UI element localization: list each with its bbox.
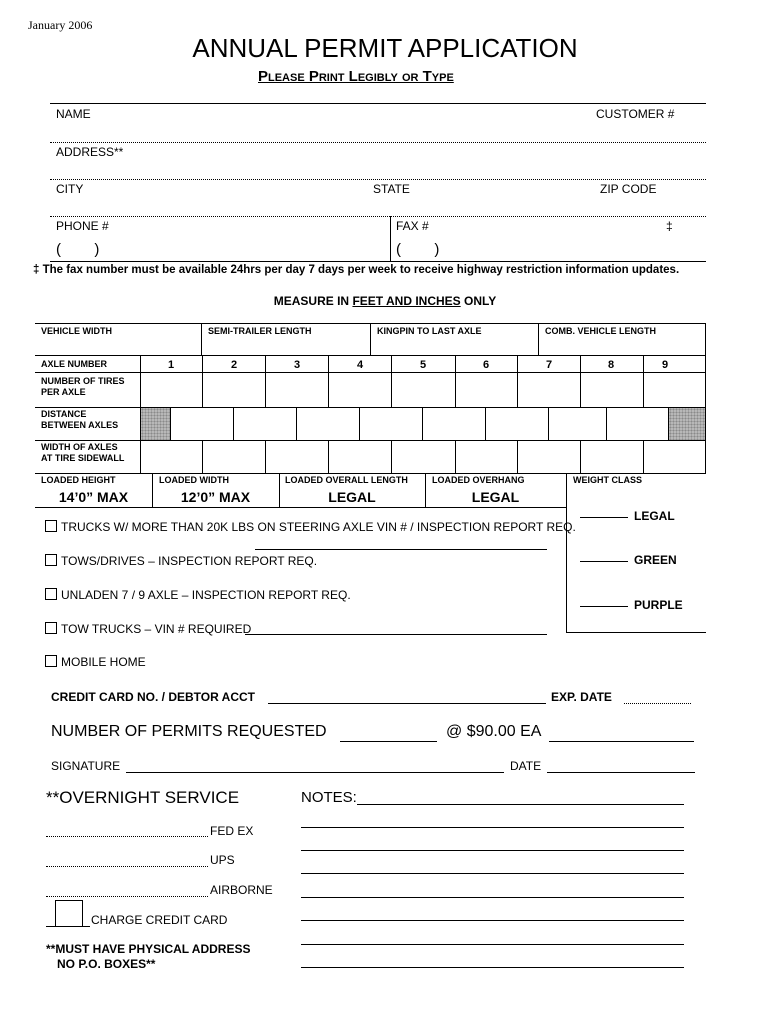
weight-class-purple: PURPLE: [634, 598, 683, 612]
weight-legal-blank[interactable]: [580, 517, 628, 518]
fedex-label: FED EX: [210, 824, 254, 838]
axle-width-label: WIDTH OF AXLES AT TIRE SIDEWALL: [41, 442, 125, 463]
notes-line-3[interactable]: [301, 850, 684, 851]
phone-label: PHONE #: [56, 219, 109, 233]
credit-card-field[interactable]: [268, 703, 546, 704]
notes-line-1[interactable]: [357, 804, 684, 805]
loaded-length-value: LEGAL: [328, 489, 376, 505]
city-label: CITY: [56, 182, 84, 196]
notes-line-2[interactable]: [301, 827, 684, 828]
airborne-field[interactable]: [46, 896, 208, 897]
distance-between-axles-label: DISTANCE BETWEEN AXLES: [41, 409, 119, 430]
checkbox[interactable]: [45, 588, 57, 600]
name-label: NAME: [56, 107, 91, 121]
weight-class-green: GREEN: [634, 553, 677, 567]
fax-label: FAX #: [396, 219, 429, 233]
state-label: STATE: [373, 182, 410, 196]
form-date: January 2006: [28, 18, 93, 32]
no-po-boxes-note: NO P.O. BOXES**: [57, 957, 156, 971]
notes-line-6[interactable]: [301, 920, 684, 921]
axle-number-6: 6: [482, 359, 490, 371]
notes-label: NOTES:: [301, 789, 357, 806]
loaded-overhang-label: LOADED OVERHANG: [432, 475, 525, 485]
semi-trailer-length-label: SEMI-TRAILER LENGTH: [208, 326, 312, 336]
physical-address-note: **MUST HAVE PHYSICAL ADDRESS: [46, 942, 251, 956]
notes-line-4[interactable]: [301, 873, 684, 874]
ups-field[interactable]: [46, 866, 208, 867]
price-each-label: @ $90.00 EA: [446, 723, 542, 740]
axle-number-label: AXLE NUMBER: [41, 359, 108, 369]
loaded-overall-length-label: LOADED OVERALL LENGTH: [285, 475, 408, 485]
fax-note: ‡ The fax number must be available 24hrs per day 7 days per week to receive highway restriction information updates.: [33, 264, 680, 276]
dagger-mark: ‡: [666, 219, 673, 233]
axle-number-9: 9: [661, 359, 669, 371]
signature-label: SIGNATURE: [51, 759, 121, 773]
axle-number-1: 1: [167, 359, 175, 371]
permit-total-field[interactable]: [549, 741, 694, 742]
axle-number-3: 3: [293, 359, 301, 371]
overnight-service-title: **OVERNIGHT SERVICE: [46, 788, 240, 807]
option-tow-trucks[interactable]: TOW TRUCKS – VIN # REQUIRED: [45, 622, 251, 636]
address-field[interactable]: [50, 179, 706, 180]
axle-number-8: 8: [607, 359, 615, 371]
charge-credit-card-label: CHARGE CREDIT CARD: [91, 913, 228, 927]
page-subtitle: Please Print Legibly or Type: [258, 68, 454, 85]
option-mobile-home[interactable]: MOBILE HOME: [45, 655, 146, 669]
permits-requested-label: NUMBER OF PERMITS REQUESTED: [51, 723, 327, 740]
checkbox[interactable]: [45, 622, 57, 634]
axle-number-2: 2: [230, 359, 238, 371]
distance-shaded-cell-start: [140, 407, 171, 441]
charge-credit-card-checkbox[interactable]: [55, 900, 83, 927]
ups-label: UPS: [210, 853, 235, 867]
fax-field[interactable]: ( ): [396, 241, 440, 258]
phone-field[interactable]: ( ): [56, 241, 100, 258]
name-field[interactable]: [50, 142, 706, 143]
option-unladen-axle[interactable]: UNLADEN 7 / 9 AXLE – INSPECTION REPORT REQ.: [45, 588, 351, 602]
checkbox[interactable]: [45, 520, 57, 532]
option-tows-drives[interactable]: TOWS/DRIVES – INSPECTION REPORT REQ.: [45, 554, 317, 568]
notes-line-8[interactable]: [301, 967, 684, 968]
checkbox[interactable]: [45, 655, 57, 667]
loaded-height-label: LOADED HEIGHT: [41, 475, 116, 485]
credit-card-label: CREDIT CARD NO. / DEBTOR ACCT: [51, 690, 255, 704]
loaded-overhang-value: LEGAL: [471, 489, 520, 505]
exp-date-label: EXP. DATE: [551, 690, 612, 704]
date-field[interactable]: [547, 772, 695, 773]
customer-number-label: CUSTOMER #: [596, 107, 675, 121]
axle-number-5: 5: [419, 359, 427, 371]
loaded-width-value: 12’0” MAX: [180, 489, 251, 505]
date-label: DATE: [510, 759, 542, 773]
comb-vehicle-length-label: COMB. VEHICLE LENGTH: [545, 326, 657, 336]
weight-green-blank[interactable]: [580, 561, 628, 562]
weight-class-label: WEIGHT CLASS: [573, 475, 642, 485]
fedex-field[interactable]: [46, 836, 208, 837]
option-trucks-steering-axle[interactable]: TRUCKS W/ MORE THAN 20K LBS ON STEERING AXLE VIN # / INSPECTION REPORT REQ.: [45, 520, 576, 534]
page-title: ANNUAL PERMIT APPLICATION: [192, 33, 578, 63]
city-state-zip-field[interactable]: [50, 216, 706, 217]
signature-field[interactable]: [126, 772, 504, 773]
loaded-width-label: LOADED WIDTH: [159, 475, 229, 485]
axle-number-7: 7: [545, 359, 553, 371]
zip-code-label: ZIP CODE: [600, 182, 657, 196]
vehicle-width-label: VEHICLE WIDTH: [41, 326, 112, 336]
notes-line-7[interactable]: [301, 944, 684, 945]
distance-shaded-cell-end: [668, 407, 706, 441]
axle-number-4: 4: [356, 359, 364, 371]
weight-purple-blank[interactable]: [580, 606, 628, 607]
address-label: ADDRESS**: [56, 145, 124, 159]
tires-per-axle-label: NUMBER OF TIRES PER AXLE: [41, 376, 125, 397]
notes-line-5[interactable]: [301, 897, 684, 898]
permits-requested-field[interactable]: [340, 741, 437, 742]
checkbox[interactable]: [45, 554, 57, 566]
measure-heading: MEASURE IN FEET AND INCHES ONLY: [273, 294, 497, 308]
weight-class-legal: LEGAL: [634, 509, 675, 523]
exp-date-field[interactable]: [624, 703, 691, 704]
loaded-height-value: 14’0” MAX: [58, 489, 129, 505]
airborne-label: AIRBORNE: [210, 883, 273, 897]
kingpin-to-last-axle-label: KINGPIN TO LAST AXLE: [377, 326, 482, 336]
